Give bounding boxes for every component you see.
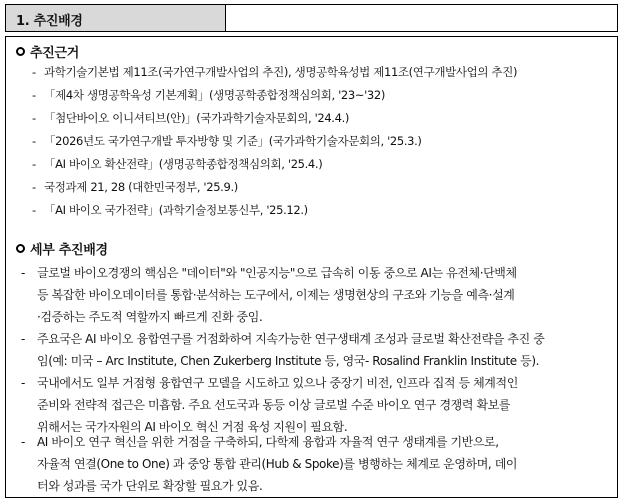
content-box: [5, 36, 618, 498]
list-item: - 「제4차 생명공학육성 기본계획」(생명공학종합정책심의회, '23~'32): [32, 88, 385, 102]
circle-bullet-icon: [16, 47, 25, 56]
list-item: - 과학기술기본법 제11조(국가연구개발사업의 추진), 생명공학육성법 제11조(연구개발사업의 추진): [32, 65, 518, 79]
circle-bullet-icon: [16, 244, 25, 253]
paragraph: - AI 바이오 연구 혁신을 위한 거점을 구축하되, 다학제 융합과 자율적 연구 생태계를 기반으로, 자율적 연결(One to One) 과 중앙 통합 관리(Hub & Spoke)를 병행하는 체계로 운영하며, 데이 터와 성과를 국가 단위로 확장할 필요가 있음.: [21, 435, 518, 493]
list-item: - 「AI 바이오 확산전략」(생명공학종합정책심의회, '25.4.): [32, 157, 323, 171]
list-item: - 「2026년도 국가연구개발 투자방향 및 기준」(국가과학기술자문회의, '25.3.): [32, 134, 422, 148]
paragraph: - 주요국은 AI 바이오 융합연구를 거점화하여 지속가능한 연구생태계 조성과 글로벌 확산전략을 추진 중 임(예: 미국 – Arc Institute, Chen Zukerberg Institute 등, 영국- Rosalind Franklin Institute 등).: [21, 332, 545, 368]
section-heading-detail: 세부 추진배경: [30, 243, 108, 258]
section-title-box: [5, 4, 226, 32]
paragraph: - 글로벌 바이오경쟁의 핵심은 "데이터"와 "인공지능"으로 급속히 이동 중으로 AI는 유전체·단백체 등 복잡한 바이오데이터를 통합·분석하는 도구에서, 이제는 생명현상의 구조와 기능을 예측·설계 ·검증하는 주도적 역할까지 빠르게 진화 중임.: [21, 266, 517, 324]
section-heading-basis: 추진근거: [30, 46, 80, 61]
list-item: - 국정과제 21, 28 (대한민국정부, '25.9.): [32, 180, 238, 194]
list-item: - 「첨단바이오 이니셔티브(안)」(국가과학기술자문회의, '24.4.): [32, 111, 350, 125]
section-title: 1. 추진배경: [16, 14, 83, 29]
list-item: - 「AI 바이오 국가전략」(과학기술정보통신부, '25.12.): [32, 203, 308, 217]
title-empty-cell: [226, 4, 618, 32]
paragraph: - 국내에서도 일부 거점형 융합연구 모델을 시도하고 있으나 중장기 비전, 인프라 집적 등 체계적인 준비와 전략적 접근은 미흡함. 주요 선도국과 동등 이상 글로벌 수준 바이오 연구 경쟁력 확보를 위해서는 국가자원의 AI 바이오 혁신 거점 육성 지원이 필요함.: [21, 376, 518, 434]
